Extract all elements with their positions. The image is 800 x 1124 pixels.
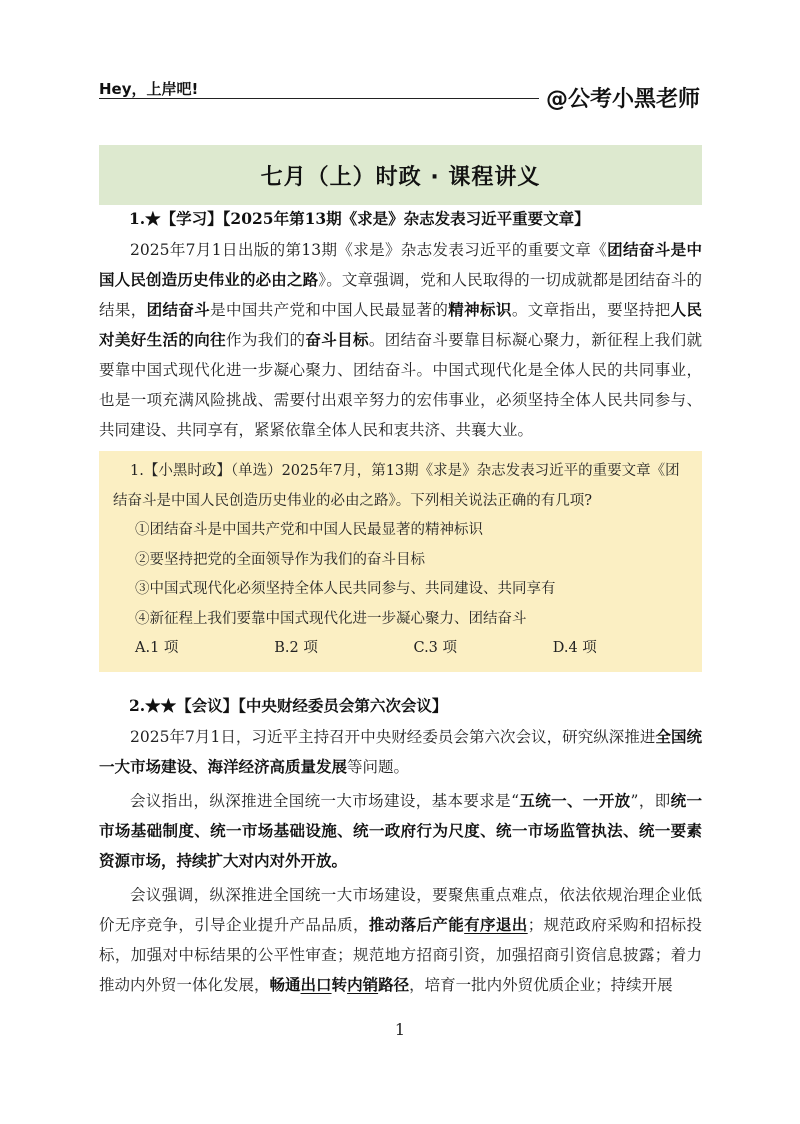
choice-d: D.4 项 [552, 640, 597, 656]
quiz-stem: 1.【小黑时政】（单选）2025年7月，第13期《求是》杂志发表习近平的重要文章《团结奋斗是中国人民创造历史伟业的必由之路》。下列相关说法正确的有几项? [113, 463, 680, 509]
quiz-option-1: ①团结奋斗是中国共产党和中国人民最显著的精神标识 [135, 522, 483, 538]
title-banner [99, 145, 702, 205]
section-2-paragraph-3: 会议强调，纵深推进全国统一大市场建设，要聚焦重点难点，依法依规治理企业低价无序竞争，引导企业提升产品品质，推动落后产能有序退出；规范政府采购和招标投标，加强对中标结果的公平性审查；规范地方招商引资，加强招商引资信息披露；着力推动内外贸一体化发展，畅通出口转内销路径，培育一批内外贸优质企业；持续开展 [99, 885, 702, 994]
choice-b: B.2 项 [274, 640, 318, 656]
section-2-paragraph-1: 2025年7月1日，习近平主持召开中央财经委员会第六次会议，研究纵深推进全国统一大市场建设、海洋经济高质量发展等问题。 [99, 726, 702, 776]
quiz-box [99, 451, 702, 672]
quiz-option-4: ④新征程上我们要靠中国式现代化进一步凝心聚力、团结奋斗 [135, 610, 527, 627]
content-body [99, 207, 702, 1000]
page-number: 1 [394, 1020, 406, 1039]
section-2 [99, 694, 702, 1000]
header-slogan: Hey，上岸吧! [99, 80, 199, 98]
section-2-paragraph-2: 会议指出，纵深推进全国统一大市场建设，基本要求是“五统一、一开放”，即统一市场基础制度、统一市场基础设施、统一政府行为尺度、统一市场监管执法、统一要素资源市场，持续扩大对内对外开放。 [99, 790, 702, 870]
choice-a: A.1 项 [135, 640, 179, 656]
page-title: 七月（上）时政 · 课程讲义 [260, 164, 541, 190]
choice-c: C.3 项 [413, 640, 458, 656]
quiz-choices [135, 634, 692, 664]
quiz-option-2: ②要坚持把党的全面领导作为我们的奋斗目标 [135, 551, 425, 568]
section-1-paragraph: 2025年7月1日出版的第13期《求是》杂志发表习近平的重要文章《团结奋斗是中国人民创造历史伟业的必由之路》。文章强调，党和人民取得的一切成就都是团结奋斗的结果，团结奋斗是中国共产党和中国人民最显著的精神标识。文章指出，要坚持把人民对美好生活的向往作为我们的奋斗目标。团结奋斗要靠目标凝心聚力，新征程上我们就要靠中国式现代化进一步凝心聚力、团结奋斗。中国式现代化是全体人民的共同事业，也是一项充满风险挑战、需要付出艰辛努力的宏伟事业，必须坚持全体人民共同参与、共同建设、共同享有，紧紧依靠全体人民和衷共济、共襄大业。 [99, 240, 702, 439]
header-rule [99, 98, 539, 99]
quiz-option-3: ③中国式现代化必须坚持全体人民共同参与、共同建设、共同享有 [135, 581, 556, 597]
header-author: @公考小黑老师 [545, 87, 700, 112]
section-2-heading: 2.★★【会议】【中央财经委员会第六次会议】 [129, 695, 448, 715]
section-1-heading: 1.★【学习】【2025年第13期《求是》杂志发表习近平重要文章】 [129, 209, 590, 228]
